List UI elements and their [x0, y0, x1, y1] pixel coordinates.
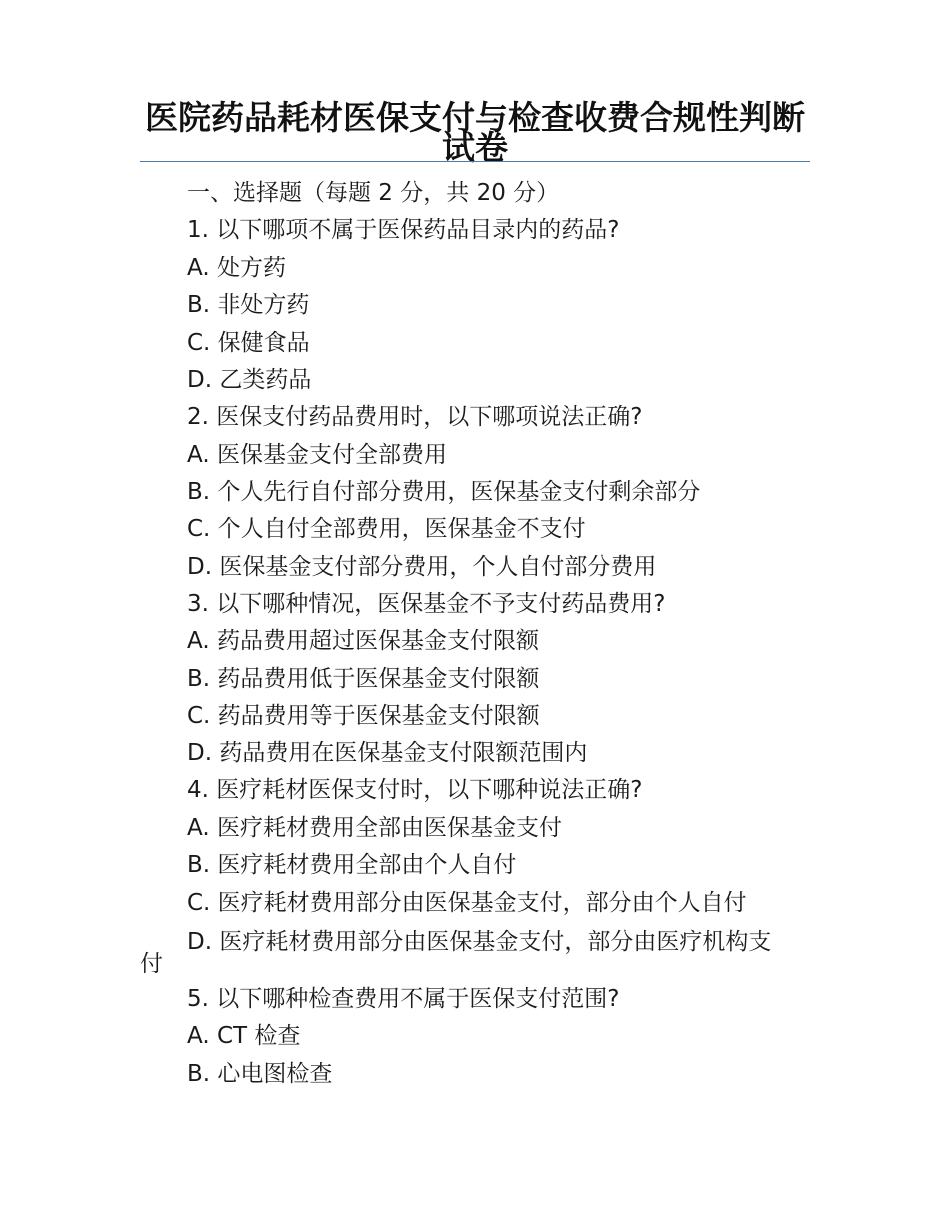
option-c: C. 药品费用等于医保基金支付限额 [187, 703, 540, 729]
section-heading: 一、选择题（每题 2 分，共 20 分） [187, 180, 560, 206]
option-a: A. 医疗耗材费用全部由医保基金支付 [187, 815, 562, 841]
option-b: B. 个人先行自付部分费用，医保基金支付剩余部分 [187, 479, 701, 505]
option-b: B. 非处方药 [187, 292, 310, 318]
question-stem: 4. 医疗耗材医保支付时，以下哪种说法正确? [187, 777, 643, 803]
question-stem: 3. 以下哪种情况，医保基金不予支付药品费用? [187, 591, 666, 617]
question-stem: 1. 以下哪项不属于医保药品目录内的药品? [187, 217, 620, 243]
option-d: D. 医疗耗材费用部分由医保基金支付，部分由医疗机构支付 [140, 929, 772, 977]
option-d: D. 药品费用在医保基金支付限额范围内 [187, 740, 588, 766]
question-stem: 2. 医保支付药品费用时，以下哪项说法正确? [187, 404, 643, 430]
option-b: B. 药品费用低于医保基金支付限额 [187, 666, 540, 692]
title-underline [140, 161, 810, 162]
option-c: C. 医疗耗材费用部分由医保基金支付，部分由个人自付 [187, 890, 747, 916]
option-a: A. 处方药 [187, 255, 286, 281]
option-a: A. CT 检查 [187, 1023, 301, 1049]
page-title: 医院药品耗材医保支付与检查收费合规性判断试卷 [145, 98, 805, 167]
option-b: B. 心电图检查 [187, 1061, 333, 1087]
option-d: D. 医保基金支付部分费用，个人自付部分费用 [187, 554, 657, 580]
option-b: B. 医疗耗材费用全部由个人自付 [187, 852, 517, 878]
question-stem: 5. 以下哪种检查费用不属于医保支付范围? [187, 986, 620, 1012]
option-c: C. 保健食品 [187, 330, 310, 356]
option-d: D. 乙类药品 [187, 367, 312, 393]
option-a: A. 医保基金支付全部费用 [187, 442, 447, 468]
option-c: C. 个人自付全部费用，医保基金不支付 [187, 516, 586, 542]
option-a: A. 药品费用超过医保基金支付限额 [187, 628, 539, 654]
